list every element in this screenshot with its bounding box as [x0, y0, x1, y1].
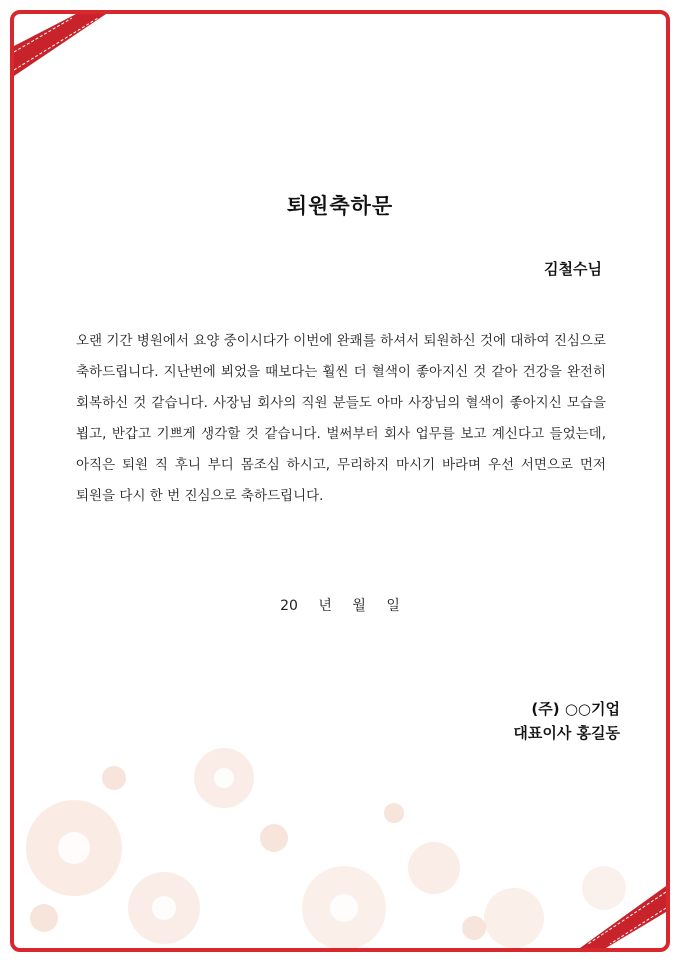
bottom-right-ribbon [566, 868, 666, 948]
letter-body: 오랜 기간 병원에서 요양 중이시다가 이번에 완쾌를 하셔서 퇴원하신 것에 대하여 진심으로 축하드립니다. 지난번에 뵈었을 때보다는 훨씬 더 혈색이 좋아지신 것 같아 건강을 완전히 회복하신 것 같습니다. 사장님 회사의 직원 분들도 아마 사장님의 혈색이 좋아지신 모습을 뵙고, 반갑고 기쁘게 생각할 것 같습니다. 벌써부터 회사 업무를 보고 계신다고 들었는데, 아직은 퇴원 직 후니 부디 몸조심 하시고, 무리하지 마시기 바라며 우선 서면으로 먼저 퇴원을 다시 한 번 진심으로 축하드립니다. [76, 333, 606, 504]
company-name: (주) ○○기업 [531, 700, 620, 718]
date-line: 20 년 월 일 [280, 598, 400, 614]
top-left-ribbon [14, 14, 124, 104]
signer-name: 대표이사 홍길동 [513, 724, 620, 742]
sender-block [513, 697, 620, 745]
recipient-name: 김철수님 [544, 260, 602, 278]
letter-title: 퇴원축하문 [286, 194, 394, 218]
